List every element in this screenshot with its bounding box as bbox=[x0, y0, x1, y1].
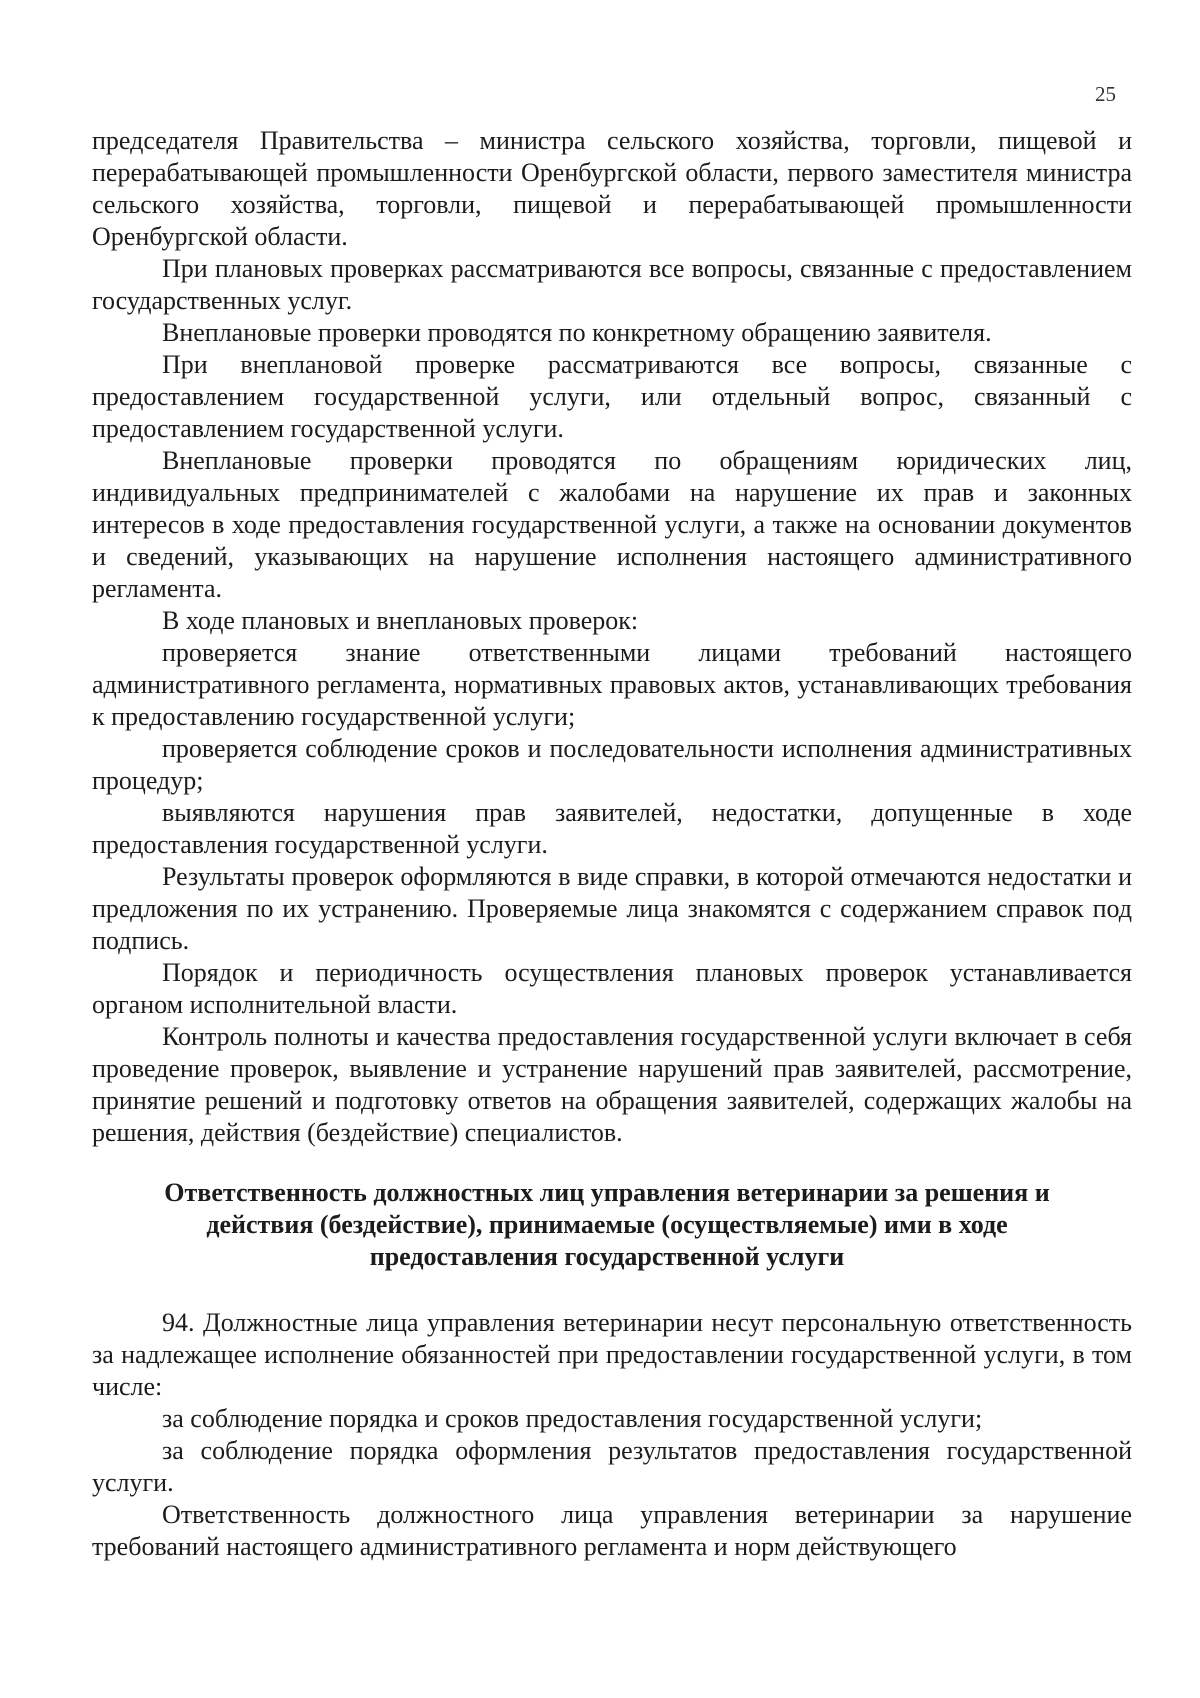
paragraph: Внеплановые проверки проводятся по обращениям юридических лиц, индивидуальных предпринимателей с жалобами на нарушение их прав и законных интересов в ходе предоставления государственной услуги, а также на основании документов и сведений, указывающих на нарушение исполнения настоящего административного регламента. bbox=[92, 446, 1132, 603]
page-number: 25 bbox=[1095, 82, 1116, 106]
document-body bbox=[92, 125, 1132, 1563]
paragraph: председателя Правительства – министра сельского хозяйства, торговли, пищевой и перерабатывающей промышленности Оренбургской области, первого заместителя министра сельского хозяйства, торговли, пищевой и перерабатывающей промышленности Оренбургской области. bbox=[92, 126, 1132, 251]
paragraph: В ходе плановых и внеплановых проверок: bbox=[162, 606, 639, 635]
paragraph: за соблюдение порядка и сроков предоставления государственной услуги; bbox=[162, 1404, 983, 1433]
paragraph: При внеплановой проверке рассматриваются все вопросы, связанные с предоставлением государственной услуги, или отдельный вопрос, связанный с предоставлением государственной услуги. bbox=[92, 350, 1132, 443]
paragraph: Контроль полноты и качества предоставления государственной услуги включает в себя проведение проверок, выявление и устранение нарушений прав заявителей, рассмотрение, принятие решений и подготовку ответов на обращения заявителей, содержащих жалобы на решения, действия (бездействие) специалистов. bbox=[92, 1022, 1132, 1147]
paragraph: Результаты проверок оформляются в виде справки, в которой отмечаются недостатки и предложения по их устранению. Проверяемые лица знакомятся с содержанием справок под подпись. bbox=[92, 862, 1132, 955]
paragraph: проверяется знание ответственными лицами требований настоящего административного регламента, нормативных правовых актов, устанавливающих требования к предоставлению государственной услуги; bbox=[92, 638, 1132, 731]
paragraph: Внеплановые проверки проводятся по конкретному обращению заявителя. bbox=[162, 318, 992, 347]
paragraph: проверяется соблюдение сроков и последовательности исполнения административных процедур; bbox=[92, 734, 1132, 795]
paragraph: за соблюдение порядка оформления результатов предоставления государственной услуги. bbox=[92, 1436, 1132, 1497]
paragraph: При плановых проверках рассматриваются все вопросы, связанные с предоставлением государственных услуг. bbox=[92, 254, 1132, 315]
section-heading: Ответственность должностных лиц управления ветеринарии за решения и действия (бездействие), принимаемые (осуществляемые) ими в ходе предоставления государственной услуги bbox=[164, 1178, 1050, 1271]
paragraph: Порядок и периодичность осуществления плановых проверок устанавливается органом исполнительной власти. bbox=[92, 958, 1132, 1019]
paragraph-94: 94. Должностные лица управления ветеринарии несут персональную ответственность за надлежащее исполнение обязанностей при предоставлении государственной услуги, в том числе: bbox=[92, 1308, 1132, 1401]
paragraph: выявляются нарушения прав заявителей, недостатки, допущенные в ходе предоставления государственной услуги. bbox=[92, 798, 1132, 859]
paragraph: Ответственность должностного лица управления ветеринарии за нарушение требований настоящего административного регламента и норм действующего bbox=[92, 1500, 1132, 1561]
